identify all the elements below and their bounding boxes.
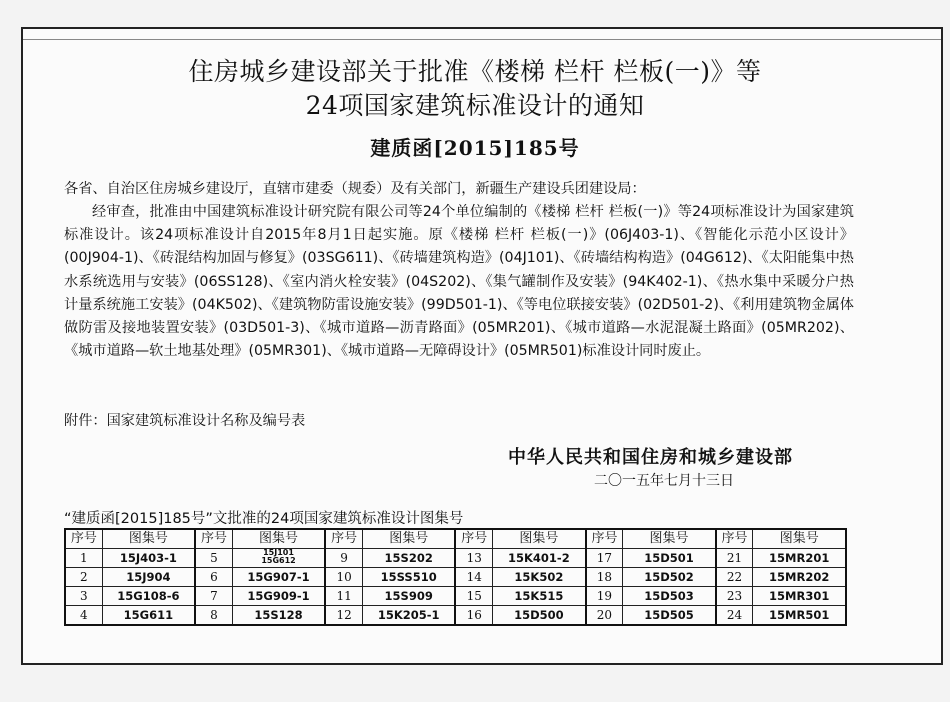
title-line-1: 住房城乡建设部关于批准《楼梯 栏杆 栏板(一)》等 xyxy=(188,57,762,86)
cell-atlas-code: 15S202 xyxy=(362,549,455,568)
cell-atlas-code: 15MR202 xyxy=(753,568,846,587)
header-serial-no: 序号 xyxy=(65,529,102,549)
cell-serial-no: 12 xyxy=(325,606,362,626)
main-paragraph: 经审查，批准由中国建筑标准设计研究院有限公司等24个单位编制的《楼梯 栏杆 栏板(一)》等24项标准设计为国家建筑标准设计。该24项标准设计自2015年8月1日起实施。原《楼梯 栏杆 栏板(一)》(06J403-1)、《智能化示范小区设计》(00J904-1)、《砖混结构加固与修复》(03SG611)、《砖墙建筑构造》(04J101)、《砖墙结构构造》(04G612)、《太阳能集中热水系统选用与安装》(06SS128)、《室内消火栓安装》(04S202)、《集气罐制作及安装》(94K402-1)、《热水集中采暖分户热计量系统施工安装》(04K502)、《建筑物防雷设施安装》(99D501-1)、《等电位联接安装》(02D501-2)、《利用建筑物金属体做防雷及接地装置安装》(03D501-3)、《城市道路—沥青路面》(05MR201)、《城市道路—水泥混凝土路面》(05MR202)、《城市道路—软土地基处理》(05MR301)、《城市道路—无障碍设计》(05MR501)标准设计同时废止。 xyxy=(64,204,854,360)
address-line: 各省、自治区住房城乡建设厅，直辖市建委（规委）及有关部门，新疆生产建设兵团建设局： xyxy=(64,181,646,197)
frame-inner-line xyxy=(23,39,941,40)
cell-serial-no: 23 xyxy=(716,587,753,606)
cell-atlas-code: 15MR201 xyxy=(753,549,846,568)
table-row xyxy=(65,606,846,626)
header-atlas-code: 图集号 xyxy=(232,529,325,549)
table-header-row xyxy=(65,529,846,549)
cell-serial-no: 9 xyxy=(325,549,362,568)
issuer-signature: 中华人民共和国住房和城乡建设部 xyxy=(508,447,793,468)
header-serial-no: 序号 xyxy=(716,529,753,549)
header-serial-no: 序号 xyxy=(586,529,623,549)
table-row xyxy=(65,587,846,606)
cell-serial-no: 16 xyxy=(455,606,492,626)
cell-atlas-code: 15K205-1 xyxy=(362,606,455,626)
cell-atlas-code: 15D505 xyxy=(623,606,716,626)
cell-atlas-code: 15D502 xyxy=(623,568,716,587)
atlas-number-table xyxy=(64,528,847,626)
table-row xyxy=(65,568,846,587)
cell-serial-no: 3 xyxy=(65,587,102,606)
cell-serial-no: 10 xyxy=(325,568,362,587)
cell-atlas-code: 15G907-1 xyxy=(232,568,325,587)
document-number: 建质函[2015]185号 xyxy=(370,136,580,160)
cell-serial-no: 13 xyxy=(455,549,492,568)
cell-atlas-code: 15SS510 xyxy=(362,568,455,587)
cell-atlas-code: 15D500 xyxy=(493,606,586,626)
issue-date: 二〇一五年七月十三日 xyxy=(594,473,734,489)
header-serial-no: 序号 xyxy=(325,529,362,549)
cell-atlas-code: 15K515 xyxy=(493,587,586,606)
cell-atlas-code: 15D503 xyxy=(623,587,716,606)
cell-atlas-code: 15S909 xyxy=(362,587,455,606)
header-atlas-code: 图集号 xyxy=(753,529,846,549)
cell-serial-no: 18 xyxy=(586,568,623,587)
header-serial-no: 序号 xyxy=(455,529,492,549)
cell-serial-no: 19 xyxy=(586,587,623,606)
cell-serial-no: 1 xyxy=(65,549,102,568)
cell-atlas-code: 15K502 xyxy=(493,568,586,587)
cell-atlas-code: 15G611 xyxy=(102,606,195,626)
cell-atlas-code: 15MR301 xyxy=(753,587,846,606)
cell-serial-no: 20 xyxy=(586,606,623,626)
header-atlas-code: 图集号 xyxy=(623,529,716,549)
cell-serial-no: 6 xyxy=(195,568,232,587)
cell-atlas-code: 15G909-1 xyxy=(232,587,325,606)
cell-atlas-code: 15J101 15G612 xyxy=(232,549,325,568)
header-serial-no: 序号 xyxy=(195,529,232,549)
attachment-line: 附件：国家建筑标准设计名称及编号表 xyxy=(64,413,306,429)
header-atlas-code: 图集号 xyxy=(102,529,195,549)
cell-serial-no: 14 xyxy=(455,568,492,587)
cell-serial-no: 8 xyxy=(195,606,232,626)
cell-atlas-code: 15J403-1 xyxy=(102,549,195,568)
table-caption: “建质函[2015]185号”文批准的24项国家建筑标准设计图集号 xyxy=(64,511,464,527)
cell-atlas-code: 15MR501 xyxy=(753,606,846,626)
title-line-2: 24项国家建筑标准设计的通知 xyxy=(305,91,645,120)
cell-serial-no: 24 xyxy=(716,606,753,626)
cell-serial-no: 11 xyxy=(325,587,362,606)
cell-atlas-code: 15S128 xyxy=(232,606,325,626)
header-atlas-code: 图集号 xyxy=(493,529,586,549)
cell-atlas-code: 15K401-2 xyxy=(493,549,586,568)
header-atlas-code: 图集号 xyxy=(362,529,455,549)
cell-serial-no: 22 xyxy=(716,568,753,587)
cell-atlas-code: 15G108-6 xyxy=(102,587,195,606)
cell-serial-no: 7 xyxy=(195,587,232,606)
cell-serial-no: 2 xyxy=(65,568,102,587)
cell-serial-no: 17 xyxy=(586,549,623,568)
cell-serial-no: 21 xyxy=(716,549,753,568)
cell-serial-no: 5 xyxy=(195,549,232,568)
cell-atlas-code: 15D501 xyxy=(623,549,716,568)
cell-serial-no: 15 xyxy=(455,587,492,606)
cell-atlas-code: 15J904 xyxy=(102,568,195,587)
table-row xyxy=(65,549,846,568)
cell-serial-no: 4 xyxy=(65,606,102,626)
